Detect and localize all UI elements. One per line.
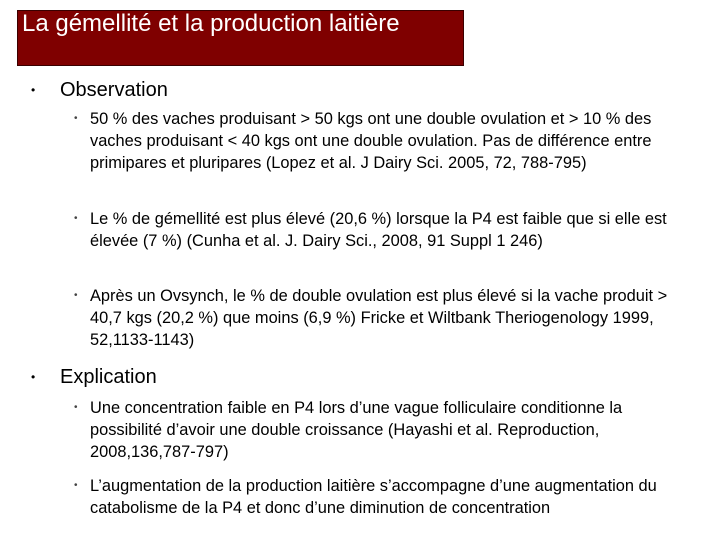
section-heading-explication: Explication [60,366,157,388]
observation-item-2: Le % de gémellité est plus élevé (20,6 %) lorsque la P4 est faible que si elle est élevée (7 %) (Cunha et al. J. Dairy Sci., 2008, 91 Suppl 1 246) [90,210,667,250]
slide-title-box [17,10,464,66]
bullet-icon: • [74,290,78,301]
bullet-icon: • [31,83,36,97]
bullet-icon: • [31,370,36,384]
explication-item-1: Une concentration faible en P4 lors d’une vague folliculaire conditionne la possibilité d’avoir une double croissance (Hayashi et al. Reproduction, 2008,136,787-797) [90,399,623,461]
observation-item-1: 50 % des vaches produisant > 50 kgs ont une double ovulation et > 10 % des vaches produisant < 40 kgs ont une double ovulation. Pas de différence entre primipares et pluripares (Lopez et al. J Dairy Sci. 2005, 72, 788-795) [90,110,652,172]
section-heading-observation: Observation [60,79,168,101]
explication-item-2: L’augmentation de la production laitière s’accompagne d’une augmentation du catabolisme de la P4 et donc d’une diminution de concentration [90,477,657,517]
bullet-icon: • [74,213,78,224]
bullet-icon: • [74,480,78,491]
bullet-icon: • [74,113,78,124]
bullet-icon: • [74,402,78,413]
observation-item-3: Après un Ovsynch, le % de double ovulation est plus élevé si la vache produit > 40,7 kgs (20,2 %) que moins (6,9 %) Fricke et Wiltbank Theriogenology 1999, 52,1133-1143) [90,287,668,349]
slide-title: La gémellité et la production laitière [22,10,400,37]
